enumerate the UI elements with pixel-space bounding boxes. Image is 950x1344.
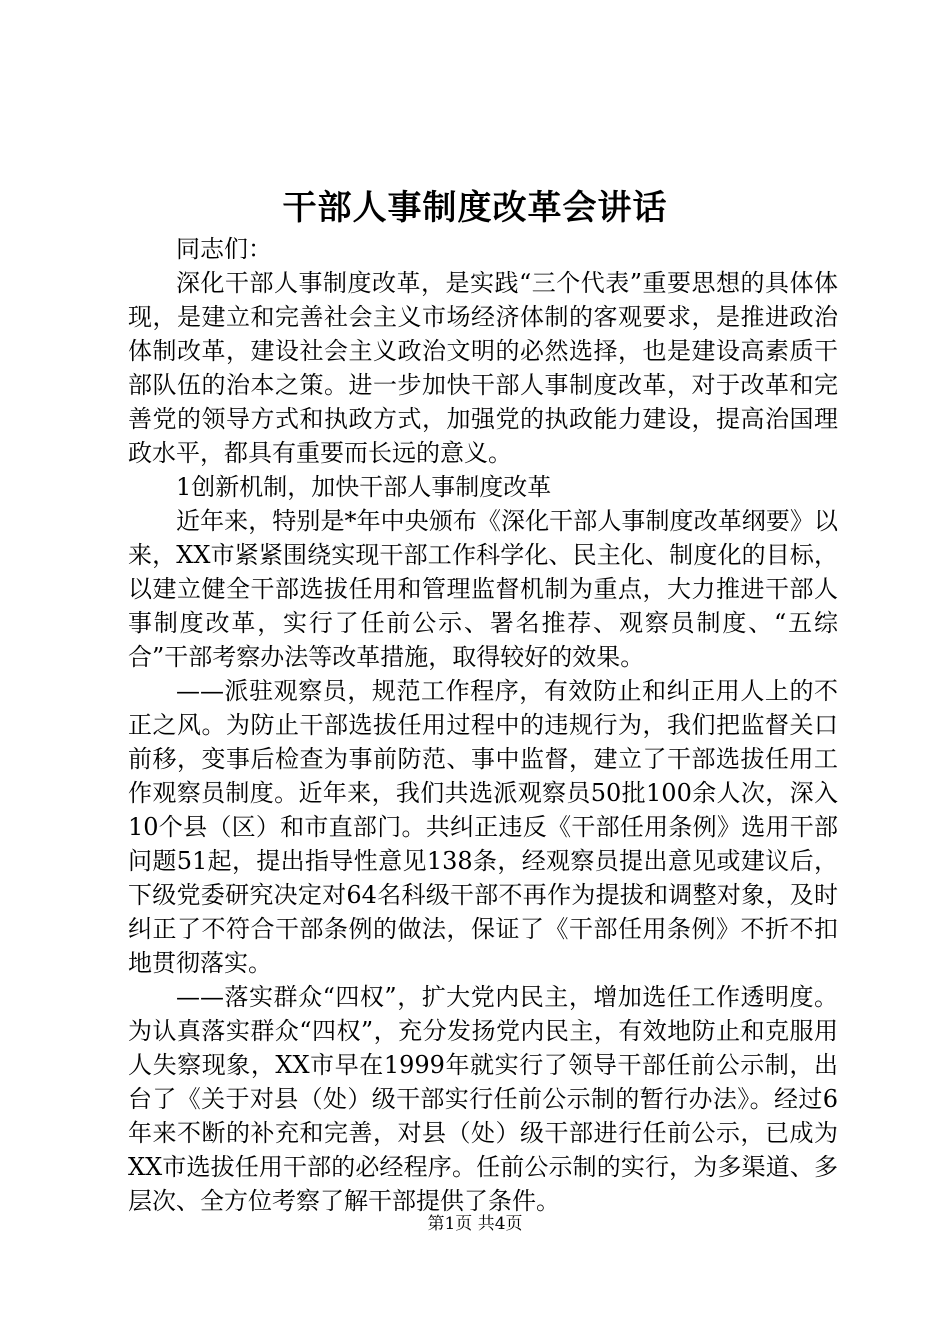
intro-paragraph: 深化干部人事制度改革，是实践“三个代表”重要思想的具体体现，是建立和完善社会主义市场经济体制的客观要求，是推进政治体制改革，建设社会主义政治文明的必然选择，也是建设高素质干部队伍的治本之策。进一步加快干部人事制度改革，对于改革和完善党的领导方式和执政方式，加强党的执政能力建设，提高治国理政水平，都具有重要而长远的意义。 xyxy=(128,269,838,467)
section-heading: 1创新机制，加快干部人事制度改革 xyxy=(176,473,552,501)
body-paragraph: 近年来，特别是*年中央颁布《深化干部人事制度改革纲要》以来，XX市紧紧围绕实现干部工作科学化、民主化、制度化的目标，以建立健全干部选拔任用和管理监督机制为重点，大力推进干部人事制度改革，实行了任前公示、署名推荐、观察员制度、“五综合”干部考察办法等改革措施，取得较好的效果。 xyxy=(128,507,838,671)
salutation-paragraph: 同志们： xyxy=(176,235,272,263)
body-paragraph: ——落实群众“四权”，扩大党内民主，增加选任工作透明度。为认真落实群众“四权”，充分发扬党内民主，有效地防止和克服用人失察现象，XX市早在1999年就实行了领导干部任前公示制，出台了《关于对县（处）级干部实行任前公示制的暂行办法》。经过6年来不断的补充和完善，对县（处）级干部进行任前公示，已成为XX市选拔任用干部的必经程序。任前公示制的实行，为多渠道、多层次、全方位考察了解干部提供了条件。 xyxy=(128,983,838,1215)
document-title: 干部人事制度改革会讲话 xyxy=(282,188,668,228)
page-footer: 第1页 共4页 xyxy=(427,1214,523,1234)
document-body xyxy=(128,232,838,1218)
body-paragraph: ——派驻观察员，规范工作程序，有效防止和纠正用人上的不正之风。为防止干部选拔任用过程中的违规行为，我们把监督关口前移，变事后检查为事前防范、事中监督，建立了干部选拔任用工作观察员制度。近年来，我们共选派观察员50批100余人次，深入10个县（区）和市直部门。共纠正违反《干部任用条例》选用干部问题51起，提出指导性意见138条，经观察员提出意见或建议后，下级党委研究决定对64名科级干部不再作为提拔和调整对象，及时纠正了不符合干部条例的做法，保证了《干部任用条例》不折不扣地贯彻落实。 xyxy=(128,677,838,977)
